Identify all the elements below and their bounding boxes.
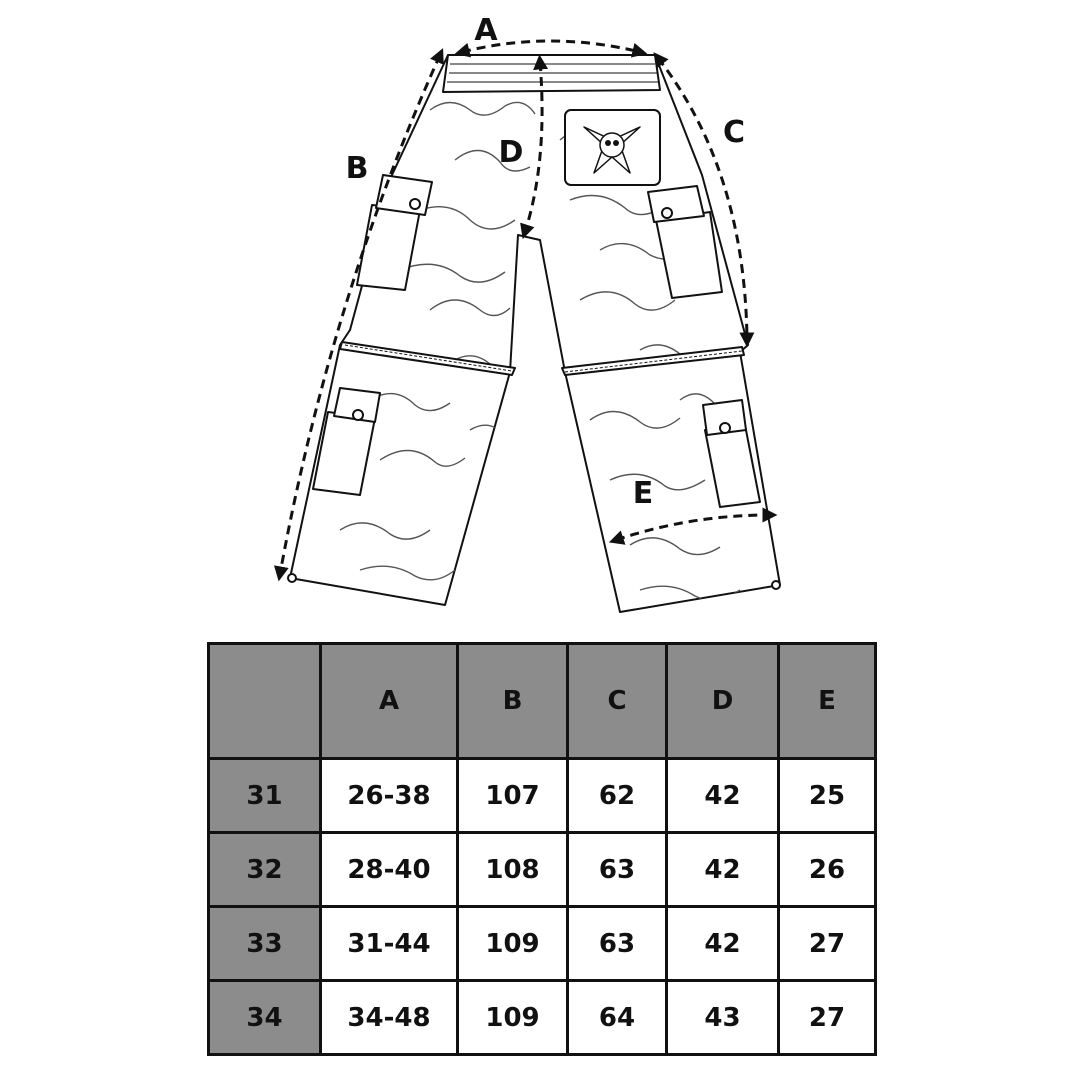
table-cell: 64	[568, 981, 667, 1055]
size-label-cell: 34	[209, 981, 321, 1055]
measure-label-e: E	[632, 476, 654, 511]
table-corner-cell	[209, 644, 321, 759]
table-cell: 63	[568, 833, 667, 907]
table-cell: 63	[568, 907, 667, 981]
size-label-cell: 32	[209, 833, 321, 907]
measure-label-d: D	[498, 135, 524, 170]
table-cell: 42	[667, 759, 779, 833]
table-cell: 28-40	[321, 833, 458, 907]
table-cell: 26	[779, 833, 876, 907]
measure-label-a: A	[474, 13, 498, 48]
table-cell: 34-48	[321, 981, 458, 1055]
column-header-c: C	[568, 644, 667, 759]
column-header-e: E	[779, 644, 876, 759]
table-cell: 42	[667, 833, 779, 907]
measure-label-b: B	[345, 151, 369, 186]
table-cell: 109	[458, 981, 568, 1055]
size-label-cell: 31	[209, 759, 321, 833]
table-cell: 26-38	[321, 759, 458, 833]
column-header-d: D	[667, 644, 779, 759]
table-row	[209, 981, 876, 1055]
table-cell: 109	[458, 907, 568, 981]
table-cell: 31-44	[321, 907, 458, 981]
table-row	[209, 759, 876, 833]
table-cell: 108	[458, 833, 568, 907]
table-header-row	[209, 644, 876, 759]
column-header-a: A	[321, 644, 458, 759]
size-label-cell: 33	[209, 907, 321, 981]
table-cell: 62	[568, 759, 667, 833]
measure-label-c: C	[722, 115, 746, 150]
left-hem-cord	[288, 574, 296, 582]
table-cell: 43	[667, 981, 779, 1055]
table-row	[209, 907, 876, 981]
table-cell: 27	[779, 981, 876, 1055]
table-row	[209, 833, 876, 907]
column-header-b: B	[458, 644, 568, 759]
table-cell: 42	[667, 907, 779, 981]
table-cell: 27	[779, 907, 876, 981]
right-hem-cord	[772, 581, 780, 589]
size-chart-table	[207, 642, 877, 1056]
table-cell: 25	[779, 759, 876, 833]
table-cell: 107	[458, 759, 568, 833]
